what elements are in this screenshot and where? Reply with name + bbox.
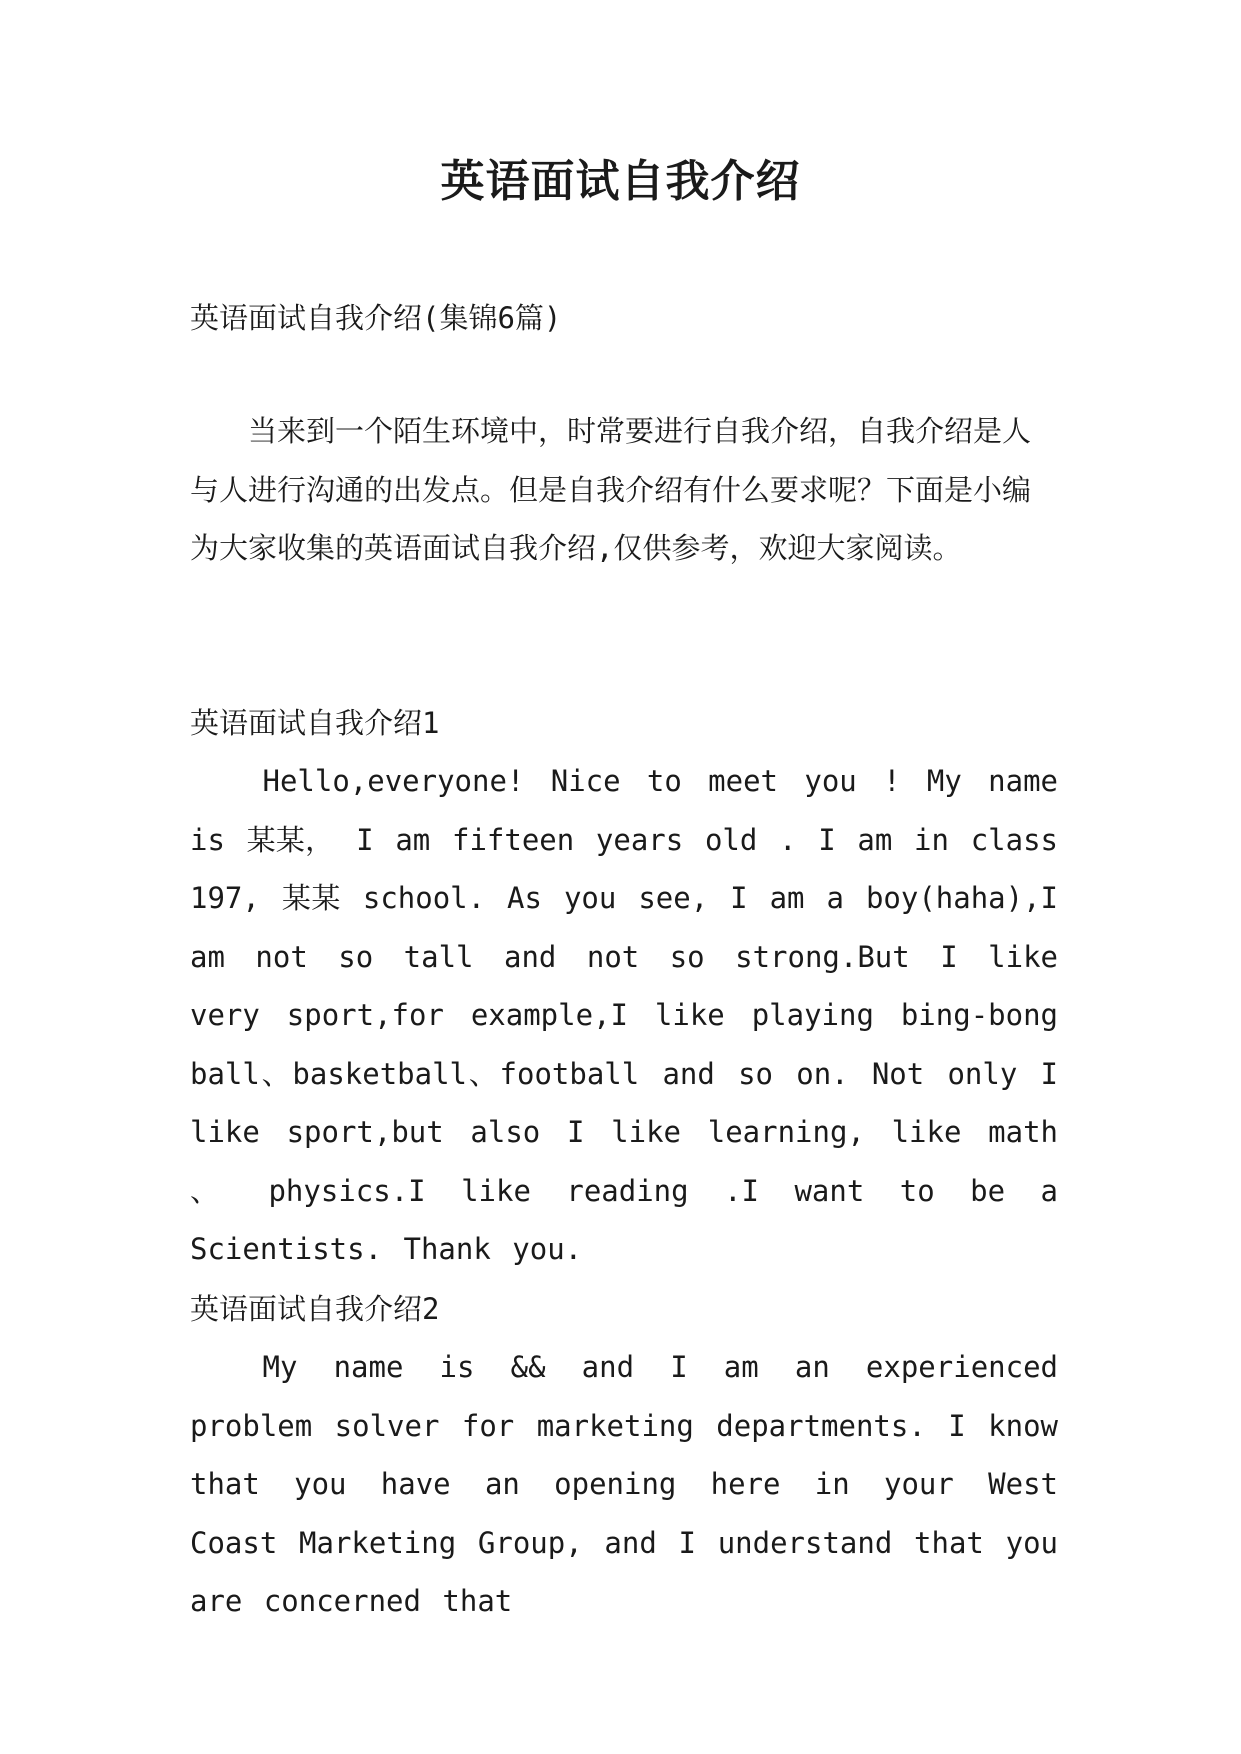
section-2-heading: 英语面试自我介绍2 bbox=[190, 1292, 440, 1326]
section-2-body: My name is && and I am an experienced problem solver for marketing departments. I know that you have an opening here in your West Coast Marketing Group, and I understand that you are concerned that bbox=[190, 1350, 1058, 1618]
section-1-body: Hello,everyone! Nice to meet you ! My name is 某某， I am fifteen years old . I am in class 197, 某某 school. As you see, I am a boy(haha),I am not so tall and not so strong.But I like very sport,for example,I like playing bing-bong ball、basketball、football and so on. Not only I like sport,but also I like learning, like math 、 physics.I like reading .I want to be a Scientists. Thank you. bbox=[190, 764, 1058, 1266]
intro-paragraph: 当来到一个陌生环境中，时常要进行自我介绍，自我介绍是人与人进行沟通的出发点。但是自我介绍有什么要求呢？下面是小编为大家收集的英语面试自我介绍,仅供参考，欢迎大家阅读。 bbox=[190, 414, 1032, 565]
document-title: 英语面试自我介绍 bbox=[440, 156, 801, 207]
section-1-heading: 英语面试自我介绍1 bbox=[190, 706, 440, 740]
document-subtitle: 英语面试自我介绍(集锦6篇) bbox=[190, 301, 562, 335]
